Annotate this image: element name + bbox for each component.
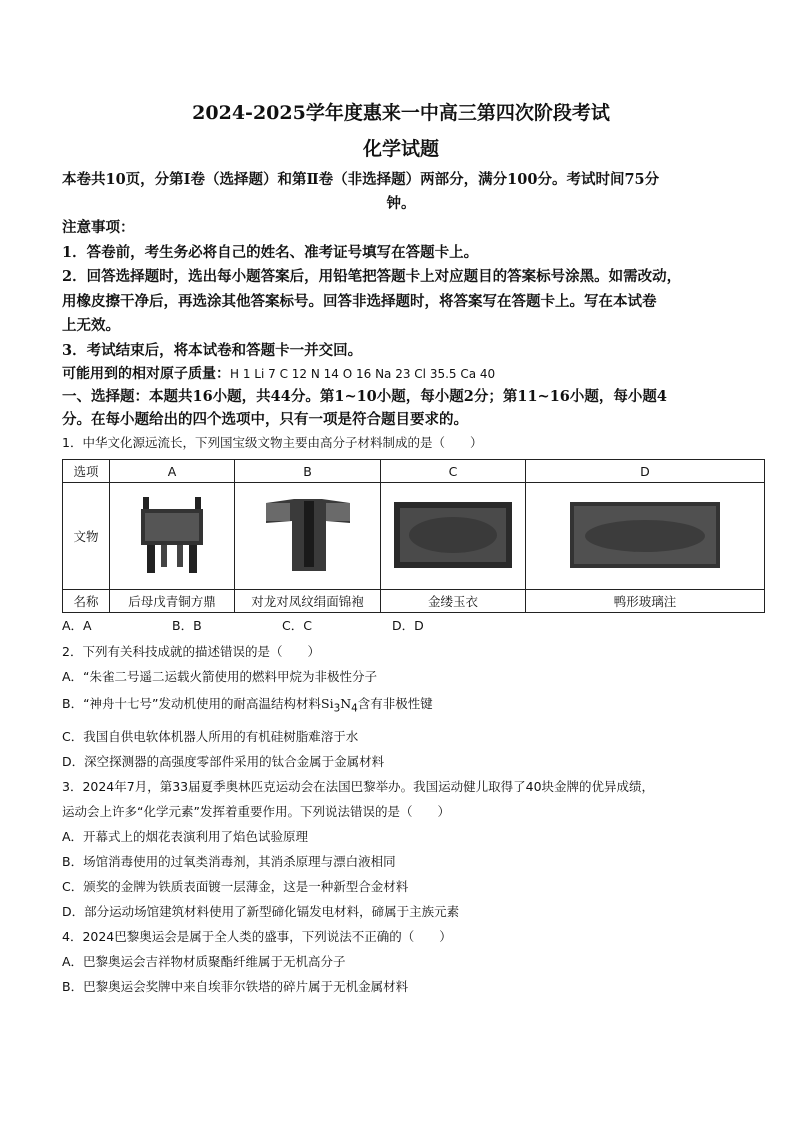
bronze-ding-image	[110, 483, 235, 590]
note-item-2: 2．回答选择题时，选出每小题答案后，用铅笔把答题卡上对应题目的答案标号涂黑。如需改动，	[62, 268, 682, 285]
artifact-name: 对龙对凤纹绢面锦袍	[235, 590, 381, 613]
question-4-option-b[interactable]: B．巴黎奥运会奖牌中来自埃菲尔铁塔的碎片属于无机金属材料	[62, 978, 409, 994]
question-3-option-a[interactable]: A．开幕式上的烟花表演利用了焰色试验原理	[62, 828, 309, 844]
artifact-name: 后母戊青铜方鼎	[110, 590, 235, 613]
atomic-masses-values: H 1 Li 7 C 12 N 14 O 16 Na 23 Cl 35.5 Ca 40	[230, 367, 496, 381]
intro-line: 本卷共10页，分第Ⅰ卷（选择题）和第Ⅱ卷（非选择题）两部分，满分100分。考试时间75分	[62, 171, 660, 188]
question-3-stem: 3．2024年7月，第33届夏季奥林匹克运动会在法国巴黎举办。我国运动健儿取得了40块金牌的优异成绩，	[62, 778, 655, 794]
glass-vessel-image	[526, 483, 765, 590]
subscript: 4	[351, 702, 358, 715]
subscript: 3	[333, 702, 341, 715]
atomic-masses	[62, 363, 740, 385]
formula-n: N	[340, 696, 352, 711]
table-header-cell: C	[381, 460, 526, 483]
exam-subtitle: 化学试题	[362, 138, 439, 160]
table-header-cell: D	[526, 460, 765, 483]
table-header-cell: B	[235, 460, 381, 483]
note-item-2-cont: 用橡皮擦干净后，再选涂其他答案标号。回答非选择题时，将答案写在答题卡上。写在本试卷	[62, 292, 657, 310]
question-2-option-b[interactable]	[62, 689, 740, 724]
question-3-option-d[interactable]: D．部分运动场馆建筑材料使用了新型碲化镉发电材料，碲属于主族元素	[62, 903, 460, 919]
artifact-name: 鸭形玻璃注	[526, 590, 765, 613]
option-a[interactable]: A．A	[62, 618, 92, 633]
question-2-option-d[interactable]: D．深空探测器的高强度零部件采用的钛合金属于金属材料	[62, 753, 385, 769]
table-header-cell: A	[110, 460, 235, 483]
exam-page	[62, 98, 740, 999]
intro-line: 钟。	[386, 195, 416, 212]
artifact-table	[62, 459, 765, 613]
question-4-stem: 4．2024巴黎奥运会是属于全人类的盛事，下列说法不正确的（ ）	[62, 928, 452, 944]
atomic-masses-label: 可能用到的相对原子质量：	[62, 366, 230, 382]
question-2-stem: 2．下列有关科技成就的描述错误的是（ ）	[62, 644, 320, 659]
question-1-stem: 1．中华文化源远流长，下列国宝级文物主要由高分子材料制成的是（ ）	[62, 435, 483, 450]
formula-si: Si	[321, 696, 334, 711]
section-title-cont: 分。在每小题给出的四个选项中，只有一项是符合题目要求的。	[62, 411, 468, 428]
option-c[interactable]: C．C	[282, 618, 312, 633]
option-b-text: 含有非极性键	[357, 696, 433, 711]
question-4-option-a[interactable]: A．巴黎奥运会吉祥物材质聚酯纤维属于无机高分子	[62, 953, 346, 969]
question-3-option-b[interactable]: B．场馆消毒使用的过氧类消毒剂，其消杀原理与漂白液相同	[62, 853, 396, 869]
note-item-1: 1．答卷前，考生务必将自己的姓名、准考证号填写在答题卡上。	[62, 243, 479, 261]
note-item-2-cont: 上无效。	[62, 317, 120, 334]
section-title: 一、选择题：本题共16小题，共44分。第1~10小题，每小题2分；第11~16小题，每小题4	[62, 388, 667, 405]
table-row-label: 文物	[63, 483, 110, 590]
option-d[interactable]: D．D	[392, 618, 424, 633]
question-3-option-c[interactable]: C．颁奖的金牌为铁质表面镀一层薄金，这是一种新型合金材料	[62, 878, 409, 894]
question-1-options	[62, 613, 740, 639]
intro-paragraph	[62, 168, 740, 216]
table-header-cell: 选项	[63, 460, 110, 483]
question-2-option-a[interactable]: A．“朱雀二号遥二运载火箭使用的燃料甲烷为非极性分子	[62, 669, 378, 684]
option-b[interactable]: B．B	[172, 618, 202, 633]
question-2-option-c[interactable]: C．我国自供电软体机器人所用的有机硅树脂难溶于水	[62, 728, 359, 744]
jade-suit-image	[381, 483, 526, 590]
exam-title: 2024-2025学年度惠来一中高三第四次阶段考试	[192, 102, 610, 124]
note-item-3: 3．考试结束后，将本试卷和答题卡一并交回。	[62, 341, 363, 359]
artifact-name: 金缕玉衣	[381, 590, 526, 613]
table-row-label: 名称	[63, 590, 110, 613]
notes-heading: 注意事项：	[62, 219, 135, 236]
silk-robe-image	[235, 483, 381, 590]
option-b-text: B．“神舟十七号”发动机使用的耐高温结构材料	[62, 696, 322, 711]
question-3-stem-cont: 运动会上许多“化学元素”发挥着重要作用。下列说法错误的是（ ）	[62, 803, 450, 819]
